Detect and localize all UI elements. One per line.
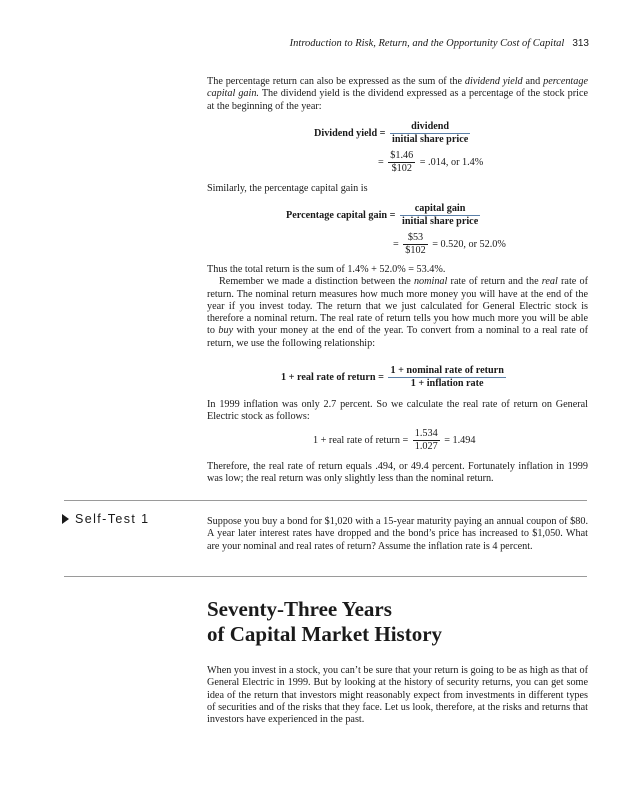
equation-dividend-yield-values [378, 150, 483, 175]
eq1-eq-sign: = [378, 156, 384, 168]
eq1-result: = .014, or 1.4% [419, 156, 484, 168]
eq1-value-denominator: $102 [391, 163, 412, 174]
eq2-denominator: initial share price [402, 216, 479, 227]
eq1-label: Dividend yield = [314, 127, 386, 139]
section-heading [207, 597, 442, 647]
eq4-denominator: 1.027 [414, 441, 438, 452]
para1-text-a: The percentage return can also be expressed as the sum of the [207, 76, 465, 87]
paragraph-intro [207, 76, 588, 113]
para1-term-dividend-yield: dividend yield [464, 76, 523, 87]
equation-real-rate [281, 365, 508, 390]
eq2-value-fraction [403, 232, 427, 257]
eq1-fraction [390, 121, 470, 146]
para3-text-a: Remember we made a distinction between the [219, 276, 414, 288]
paragraph-history-intro [207, 665, 588, 726]
para6-text: When you invest in a stock, you can’t be sure that your return is going to be as high as that of General Electric in 1999. But by looking at the history of security returns, you can get some idea of the return that investors might reasonably expect from investments in different types of securities and of the risks that they face. Let us look, therefore, at the risks and returns that investors have experienced in the past. [207, 665, 588, 726]
para3-text-c: rate of return and the [447, 276, 542, 288]
self-test-label [62, 512, 149, 526]
eq2-fraction [400, 203, 480, 228]
para3-text-g: with your money at the end of the year. To convert from a nominal to a real rate of return, we use the following relationship: [207, 325, 588, 349]
eq4-label: 1 + real rate of return = [313, 434, 409, 446]
running-head-title: Introduction to Risk, Return, and the Opportunity Cost of Capital [289, 38, 565, 49]
eq3-label: 1 + real rate of return = [281, 371, 384, 383]
para1-text-e: The dividend yield is the dividend expressed as a percentage of the stock price at the beginning of the year: [207, 88, 589, 112]
eq2-eq-sign: = [393, 238, 399, 250]
heading-line-2: of Capital Market History [207, 622, 443, 646]
self-test-text: Suppose you buy a bond for $1,020 with a 15-year maturity paying an annual coupon of $80. A year later interest rates have dropped and the bond’s price has increased to $1,050. What are your nominal and real rates of return? Assume the inflation rate is 4 percent. [207, 516, 588, 552]
equation-real-rate-values [313, 428, 475, 453]
eq1-value-fraction [388, 150, 415, 175]
self-test-bottom-rule [64, 576, 587, 577]
eq3-fraction [388, 365, 505, 390]
eq1-denominator: initial share price [392, 134, 469, 145]
eq3-denominator: 1 + inflation rate [410, 378, 484, 389]
paragraph-conclusion [207, 461, 588, 486]
para3-text-e: rate of return. The nominal return measures how much more money you will have at the end of the year if you invest today. The return that we just calculated for General Electric stock is therefore a nominal return. The real rate of return tells you how much more you will be able to [207, 276, 588, 337]
equation-capital-gain [286, 203, 482, 228]
eq3-numerator: 1 + nominal rate of return [390, 365, 504, 376]
running-head [290, 38, 589, 49]
eq2-value-denominator: $102 [405, 245, 426, 256]
similarly-line: Similarly, the percentage capital gain is [207, 183, 368, 194]
para3-term-buy: buy [218, 325, 234, 337]
self-test-question [207, 516, 588, 553]
triangle-bullet-icon [62, 514, 69, 524]
para5-text: Therefore, the real rate of return equals .494, or 49.4 percent. Fortunately inflation in 1999 was low; the real return was only slightly less than the nominal return. [207, 461, 588, 485]
eq2-label: Percentage capital gain = [286, 209, 396, 221]
paragraph-inflation-1999 [207, 399, 588, 424]
eq4-result: = 1.494 [444, 434, 476, 446]
self-test-label-text: Self-Test 1 [75, 512, 150, 526]
page-number: 313 [572, 38, 589, 49]
para3-nominal-vs-real [207, 276, 588, 350]
text-similarly [207, 183, 588, 195]
para3-term-nominal: nominal [413, 276, 448, 288]
self-test-top-rule [64, 500, 587, 501]
para3-term-real: real [541, 276, 558, 288]
eq2-numerator: capital gain [400, 203, 480, 216]
eq1-value-numerator: $1.46 [390, 150, 414, 161]
para1-text-c: and [522, 76, 544, 87]
para2-total-return: Thus the total return is the sum of 1.4% + 52.0% = 53.4%. [207, 264, 446, 275]
equation-dividend-yield [314, 121, 472, 146]
paragraph-nominal-real [207, 264, 588, 350]
eq4-fraction [413, 428, 440, 453]
eq1-numerator: dividend [390, 121, 470, 134]
equation-capital-gain-values [393, 232, 506, 257]
eq2-result: = 0.520, or 52.0% [432, 238, 506, 250]
heading-line-1: Seventy-Three Years [207, 597, 392, 621]
para4-text: In 1999 inflation was only 2.7 percent. So we calculate the real rate of return on General Electric stock as follows: [207, 399, 588, 423]
eq4-numerator: 1.534 [414, 428, 438, 439]
eq2-value-numerator: $53 [403, 232, 427, 245]
para1-term-capital-gain: percentage capital gain. [207, 76, 588, 100]
